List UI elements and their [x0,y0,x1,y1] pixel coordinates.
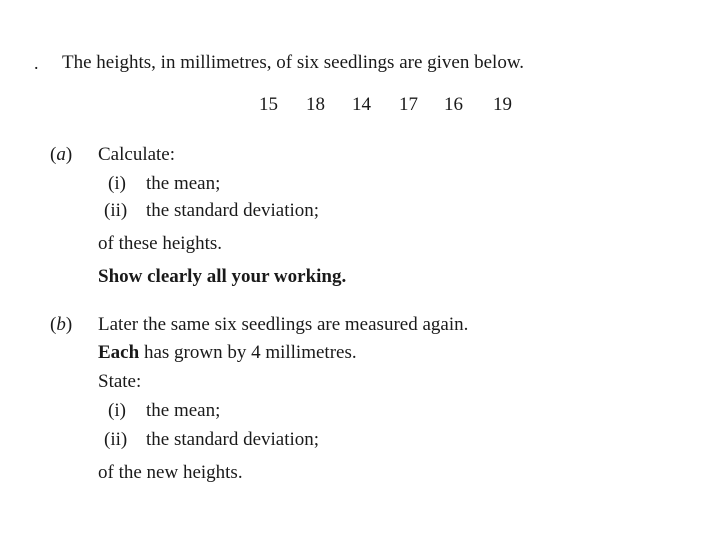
part-b-item-label: (ii) [104,429,128,450]
part-a-label: (a) [50,144,73,165]
data-value: 19 [493,94,512,115]
part-b-trailer: of the new heights. [98,462,243,483]
part-b-item-text: the standard deviation; [146,429,320,450]
part-b-growth-statement: Each has grown by 4 millimetres. [98,342,357,363]
question-intro: The heights, in millimetres, of six seedlings are given below. [62,52,525,73]
data-value: 15 [259,94,278,115]
part-a-item-label: (i) [108,173,126,194]
part-a-item-text: the mean; [146,173,221,194]
part-b-instruction: State: [98,371,142,392]
data-value: 16 [444,94,463,115]
part-b-line: Later the same six seedlings are measured again. [98,314,469,335]
data-value: 17 [399,94,418,115]
part-a-item-text: the standard deviation; [146,200,320,221]
part-a-instruction: Calculate: [98,144,176,165]
part-b-item-text: the mean; [146,400,221,421]
part-b-label: (b) [50,314,73,335]
each-emphasis: Each [98,342,140,363]
data-value: 14 [352,94,371,115]
data-value: 18 [306,94,325,115]
question-number-marker: . [34,53,39,73]
part-a-trailer: of these heights. [98,233,223,254]
working-instruction: Show clearly all your working. [98,266,347,287]
part-a-item-label: (ii) [104,200,128,221]
part-b-item-label: (i) [108,400,126,421]
